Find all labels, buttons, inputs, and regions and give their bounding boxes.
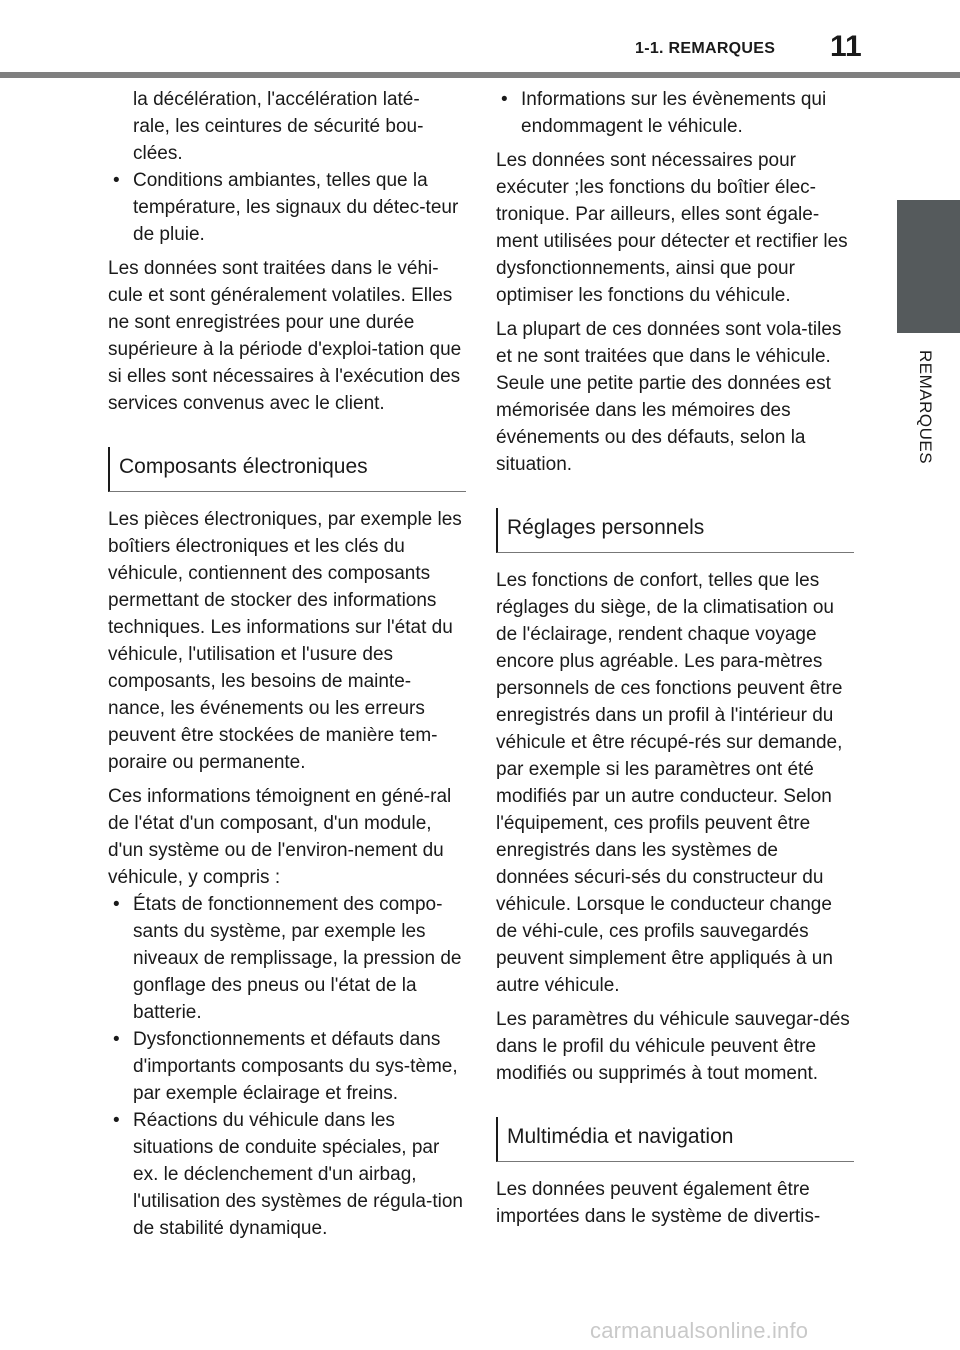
bullet-dot: • (113, 1110, 120, 1131)
left-column (108, 86, 466, 1242)
paragraph: Les données sont traitées dans le véhi-cule et sont généralement volatiles. Elles ne sont enregistrées pour une durée supérieure à la période d'exploi-tation que si elles sont nécessaires à l'exécution des services convenus avec le client. (108, 258, 462, 414)
bullet-dot: • (113, 1029, 120, 1050)
footer-watermark: carmanualsonline.info (590, 1318, 809, 1343)
bullet-item (108, 891, 466, 1026)
right-column (496, 86, 854, 1237)
bullet-text: États de fonctionnement des compo-sants du système, par exemple les niveaux de remplissage, la pression de gonflage des pneus ou l'état de la batterie. (133, 894, 462, 1023)
continuation-line: clées. (133, 143, 183, 164)
bullet-text: Réactions du véhicule dans les situations de conduite spéciales, par ex. le déclenchement d'un airbag, l'utilisation des systèmes de régula-tion de stabilité dynamique. (133, 1110, 463, 1239)
page-number: 11 (830, 30, 862, 63)
paragraph: La plupart de ces données sont vola-tiles et ne sont traitées que dans le véhicule. Seule une petite partie des données est mémorisée dans les mémoires des événements ou des défauts, selon la situation. (496, 319, 842, 475)
bullet-item (108, 167, 466, 248)
bullet-text: Informations sur les évènements qui endommagent le véhicule. (521, 89, 827, 137)
paragraph: Les pièces électroniques, par exemple les boîtiers électroniques et les clés du véhicule, contiennent des composants permettant de stocker des informations techniques. Les informations sur l'état du véhicule, l'utilisation et l'usure des composants, les besoins de mainte-nance, les événements ou les erreurs peuvent être stockées de manière tem-poraire ou permanente. (108, 509, 462, 773)
bullet-text: Conditions ambiantes, telles que la température, les signaux du détec-teur de pluie. (133, 170, 459, 245)
section-heading-multimedia: Multimédia et navigation (496, 1117, 854, 1162)
bullet-dot: • (113, 894, 120, 915)
paragraph: Les données peuvent également être importées dans le système de divertis- (496, 1179, 821, 1227)
paragraph: Les fonctions de confort, telles que les réglages du siège, de la climatisation ou de l'éclairage, rendent chaque voyage encore plus agréable. Les para-mètres personnels de ces fonctions peuvent être enregistrés dans un profil à l'intérieur du véhicule et être récupé-rés sur demande, par exemple si les paramètres ont été modifiés par un autre conducteur. Selon l'équipement, ces profils peuvent être enregistrés dans les systèmes de données sécuri-sés du constructeur du véhicule. Lorsque le conducteur change de véhi-cule, ces profils sauvegardés peuvent simplement être appliqués à un autre véhicule. (496, 570, 843, 996)
bullet-dot: • (501, 89, 508, 110)
chapter-number: 1 (924, 476, 933, 491)
header-rule (0, 72, 960, 78)
paragraph: Ces informations témoignent en géné-ral de l'état d'un composant, d'un module, d'un système ou de l'environ-nement du véhicule, y compris : (108, 786, 452, 888)
paragraph: Les paramètres du véhicule sauvegar-dés dans le profil du véhicule peuvent être modifiés ou supprimés à tout moment. (496, 1009, 850, 1084)
bullet-item (108, 1107, 466, 1242)
bullet-dot: • (113, 170, 120, 191)
paragraph: Les données sont nécessaires pour exécuter ;les fonctions du boîtier élec-tronique. Par ailleurs, elles sont égale-ment utilisées pour détecter et rectifier les dysfonctionnements, ainsi que pour optimiser les fonctions du véhicule. (496, 150, 848, 306)
bullet-item (496, 86, 854, 140)
chapter-label: REMARQUES (916, 350, 935, 465)
continuation-line: rale, les ceintures de sécurité bou- (133, 116, 424, 137)
running-header-section: 1-1. REMARQUES (635, 40, 776, 57)
section-heading-reglages: Réglages personnels (496, 508, 854, 553)
section-heading-composants: Composants électroniques (108, 447, 466, 492)
bullet-text: Dysfonctionnements et défauts dans d'importants composants du sys-tème, par exemple éclairage et freins. (133, 1029, 458, 1104)
bullet-item (108, 1026, 466, 1107)
continuation-line: la décélération, l'accélération laté- (133, 89, 420, 110)
